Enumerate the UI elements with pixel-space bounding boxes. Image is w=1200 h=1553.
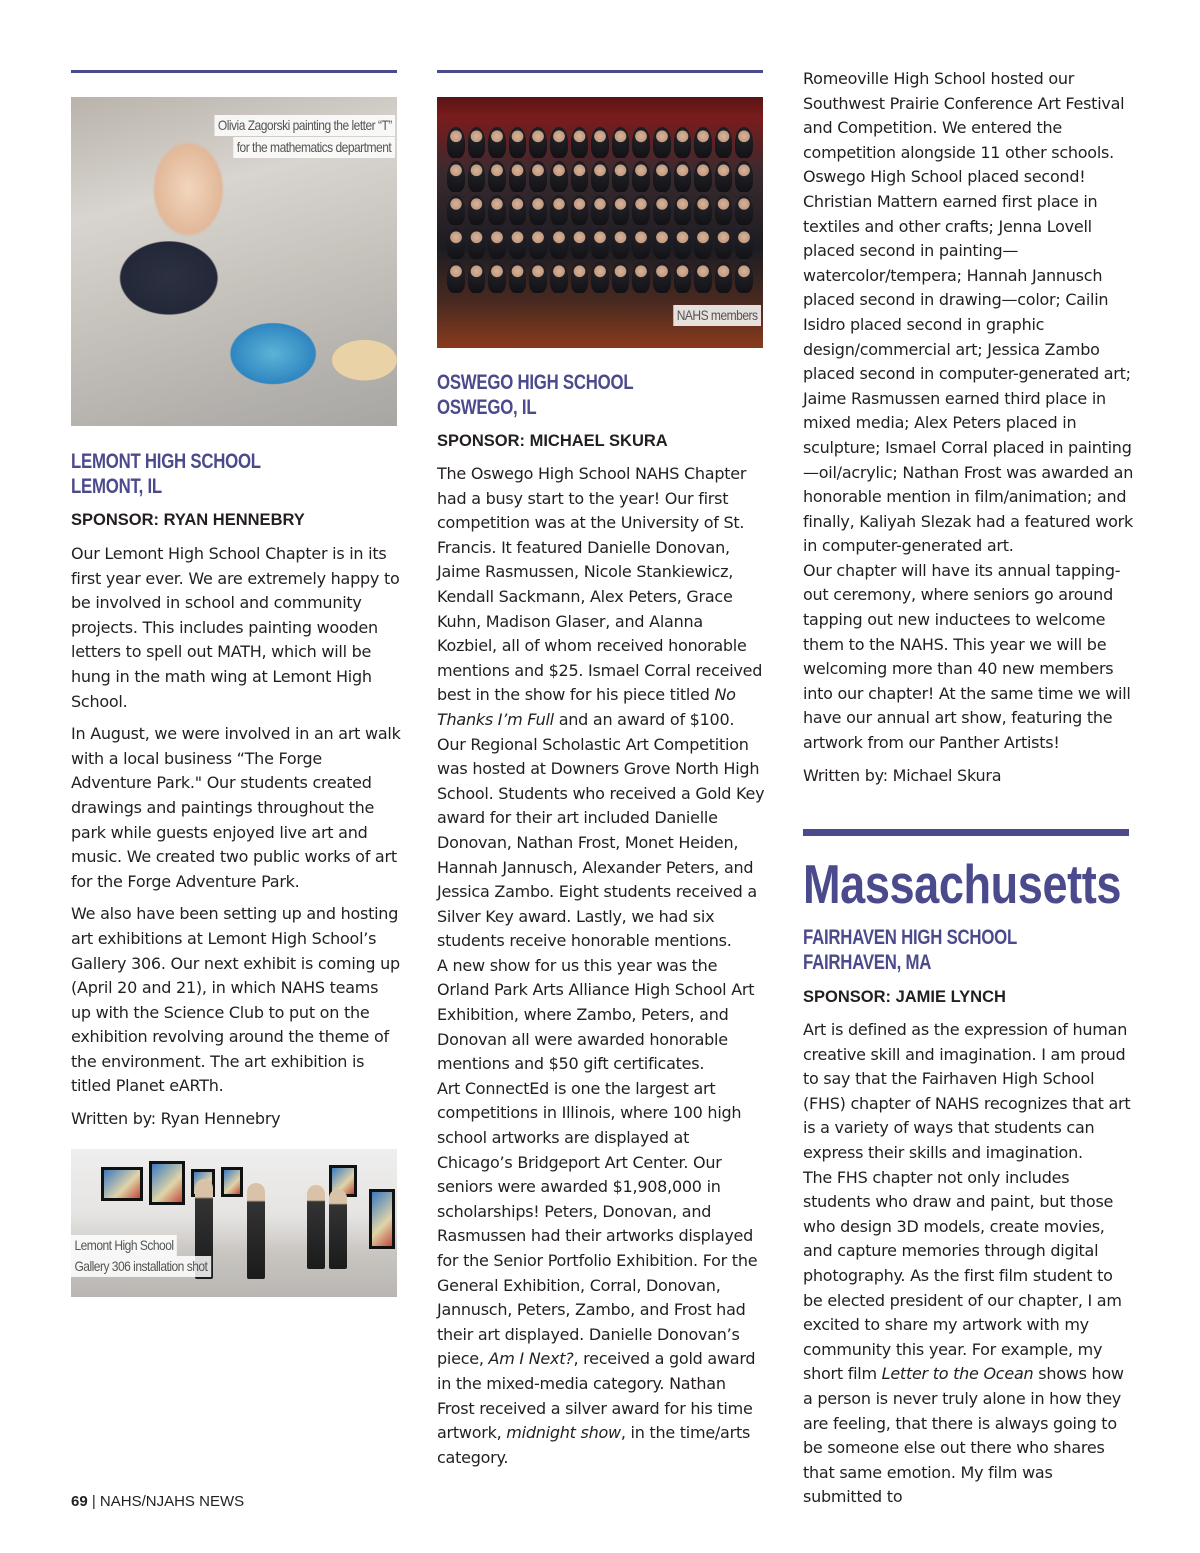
paragraph: Art is defined as the expression of human creative skill and imagination. I am proud to say that the Fairhaven High School (FHS) chapter of NAHS recognizes that art is a variety of ways that students can express their skills and imagination. [803,1020,1131,1162]
paragraph: Art ConnectEd is one the largest art competitions in Illinois, where 100 high school artworks are displayed at Chicago’s Bridgeport Art Center. Our seniors were awarded $1,908,000 in scholarships! Peters, Donovan, and Rasmussen had their artworks displayed for the Senior Portfolio Exhibition. For the General Exhibition, Corral, Donovan, Jannusch, Peters, Zambo, and Frost had their art displayed. Danielle Donovan’s piece, Am I Next?, received a gold award in the mixed-media category. Nathan Frost received a silver award for his time artwork, midnight show, in the time/arts category. [437,1078,758,1467]
visitor-figure [247,1183,265,1279]
gallery-caption-line1: Lemont High School [71,1235,177,1256]
sponsor-fairhaven: SPONSOR: JAMIE LYNCH [803,988,1006,1006]
article-body-oswego-continued [803,67,1135,796]
artwork-frame [101,1167,143,1201]
article-body-fairhaven [803,1018,1135,1510]
page-footer [71,1492,244,1512]
paragraph: A new show for us this year was the Orland Park Arts Alliance High School Art Exhibition, where Zambo, Peters, and Donovan all were awarded honorable mentions and $50 gift certificates. [437,955,755,1074]
article-body-oswego [437,462,767,1470]
film-title: Letter to the Ocean [881,1364,1034,1384]
gallery-caption-line2: Gallery 306 installation shot [71,1256,211,1277]
photo-caption-line1: Olivia Zagorski painting the letter “T” [214,115,395,136]
school-location-fairhaven: FAIRHAVEN, MA [803,951,932,974]
school-location-oswego: OSWEGO, IL [437,396,537,419]
artwork-title: Am I Next? [488,1349,574,1369]
sponsor-lemont: SPONSOR: RYAN HENNEBRY [71,511,305,529]
publication-name: NAHS/NJAHS NEWS [99,1493,245,1510]
artwork-title: midnight show [506,1423,621,1443]
paragraph: Romeoville High School hosted our Southwest Prairie Conference Art Festival and Competition. We entered the competition alongside 11 other schools. Oswego High School placed second! Christian Mattern earned first place in textiles and other crafts; Jenna Lovell placed second in painting—watercolor/tempera; Hannah Jannusch placed second in drawing—color; Cailin Isidro placed second in graphic design/commercial art; Jessica Zambo placed second in computer-generated art; Jaime Rasmussen earned third place in mixed media; Alex Peters placed in sculpture; Ismael Corral placed in painting—oil/acrylic; Nathan Frost was awarded an honorable mention in film/animation; and finally, Kaliyah Slezak had a featured work in computer-generated art. [803,69,1134,556]
column2-top-rule [437,70,763,73]
artwork-frame [221,1167,243,1197]
artwork-title: No Thanks I’m Full [437,685,736,729]
written-by: Written by: Ryan Hennebry [71,1109,281,1129]
school-name-oswego: OSWEGO HIGH SCHOOL [437,371,634,394]
article-body-lemont [71,542,401,1140]
artwork-frame [149,1161,185,1205]
paragraph: The Oswego High School NAHS Chapter had a busy start to the year! Our first competition was at the University of St. Francis. It featured Danielle Donovan, Jaime Rasmussen, Nicole Stankiewicz, Kendall Sackmann, Alex Peters, Grace Kuhn, Madison Glaser, and Alanna Kozbiel, all of whom received honorable mentions and $25. Ismael Corral received best in the show for his piece titled No Thanks I’m Full and an award of $100. Our Regional Scholastic Art Competition was hosted at Downers Grove North High School. Students who received a Gold Key award for their art included Danielle Donovan, Nathan Frost, Monet Heiden, Hannah Jannusch, Alexander Peters, and Jessica Zambo. Eight students received a Silver Key award. Lastly, we had six students receive honorable mentions. [437,464,765,951]
paragraph: Our Lemont High School Chapter is in its first year ever. We are extremely happy to be involved in school and community projects. This includes painting wooden letters to spell out MATH, which will be hung in the math wing at Lemont High School. [71,544,400,711]
paragraph: In August, we were involved in an art walk with a local business “The Forge Adventure Park." Our students created drawings and paintings throughout the park while guests enjoyed live art and music. We created two public works of art for the Forge Adventure Park. [71,724,401,891]
school-name-lemont: LEMONT HIGH SCHOOL [71,450,261,473]
photo-gallery-306 [71,1149,397,1297]
page-number: 69 [71,1493,88,1510]
state-section-rule [803,829,1129,836]
school-location-lemont: LEMONT, IL [71,475,162,498]
paragraph: Our chapter will have its annual tapping-out ceremony, where seniors go around tapping out new inductees to welcome them to the NAHS. This year we will be welcoming more than 40 new members into our chapter! At the same time we will have our annual art show, featuring the artwork from our Panther Artists! [803,560,1131,753]
group-of-members [447,127,753,293]
sponsor-oswego: SPONSOR: MICHAEL SKURA [437,432,668,450]
visitor-figure [307,1185,325,1269]
artwork-frame [369,1189,395,1249]
photo-nahs-members [437,97,763,348]
photo-caption-line2: for the mathematics department [234,137,395,158]
school-name-fairhaven: FAIRHAVEN HIGH SCHOOL [803,926,1017,949]
written-by: Written by: Michael Skura [803,765,1002,785]
visitor-figure [329,1189,347,1269]
paragraph: The FHS chapter not only includes students who draw and paint, but those who design 3D models, create movies, and capture memories through digital photography. As the first film student to be elected president of our chapter, I am excited to share my artwork with my community this year. For example, my short film Letter to the Ocean shows how a person is never truly alone in how they are feeling, that there is always going to be someone else out there who shares that same emotion. My film was submitted to [803,1167,1124,1507]
footer-separator: | [87,1493,100,1510]
photo-caption-nahs-members: NAHS members [673,305,761,326]
state-heading: Massachusetts [803,853,1122,915]
paragraph: We also have been setting up and hosting art exhibitions at Lemont High School’s Gallery 306. Our next exhibit is coming up (April 20 and 21), in which NAHS teams up with the Science Club to put on the exhibition revolving around the theme of the environment. The art exhibition is titled Planet eARTh. [71,904,400,1096]
column1-top-rule [71,70,397,73]
photo-student-painting [71,97,397,426]
